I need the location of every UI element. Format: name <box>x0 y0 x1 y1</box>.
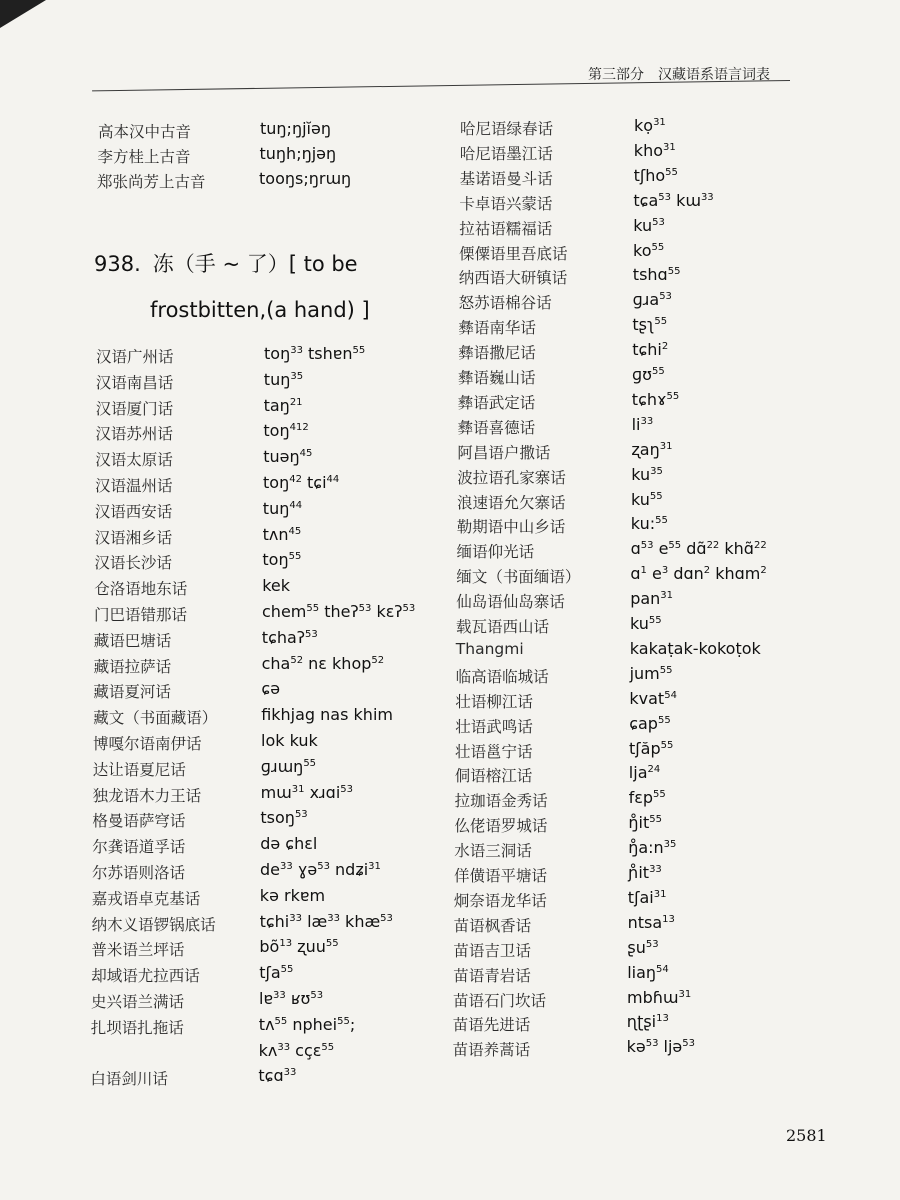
ipa-form: lja$^{24}$ <box>628 763 661 783</box>
language-name: 汉语西安话 <box>94 502 173 521</box>
ipa-form: jum$^{55}$ <box>629 663 673 683</box>
ipa-form: pan$^{31}$ <box>630 589 674 609</box>
ipa-form: $li^{33}$ <box>631 414 654 434</box>
language-name: 达让语夏尼话 <box>92 760 186 779</box>
ipa-form: tʃa$^{55}$ <box>259 963 294 983</box>
language-name: 尔龚语道孚话 <box>92 838 186 857</box>
ipa-form: ɡɹa$^{53}$ <box>632 290 672 310</box>
ipa-form: liaŋ$^{54}$ <box>627 962 669 982</box>
entry-heading-line2: frostbitten,(a hand) ] <box>150 298 370 322</box>
ipa-form: tuŋ;ŋjĭəŋ <box>260 119 331 138</box>
language-name: 彝语武定话 <box>457 393 536 412</box>
language-name: 苗语石门坎话 <box>453 991 547 1010</box>
language-name: 纳西语大研镇话 <box>458 269 568 288</box>
ipa-form: ɳʈʂi$^{13}$ <box>626 1012 669 1032</box>
ipa-form: taŋ$^{21}$ <box>263 395 303 415</box>
language-name: Thangmi <box>455 639 524 658</box>
ipa-form: tuŋh;ŋjəŋ <box>259 144 337 163</box>
ipa-form: kə$^{53}$ ljə$^{53}$ <box>626 1037 695 1057</box>
ipa-form: ɕə <box>261 679 281 699</box>
ipa-form: kọ$^{31}$ <box>634 116 666 135</box>
language-name: 仫佬语罗城话 <box>454 817 548 836</box>
language-name: 高本汉中古音 <box>98 123 192 141</box>
language-name: 藏文（书面藏语） <box>93 709 218 728</box>
language-name: 纳木义语锣锅底话 <box>91 915 216 934</box>
language-name: 汉语长沙话 <box>94 554 172 573</box>
ipa-form: kvat$^{54}$ <box>629 688 677 708</box>
language-name: 汉语苏州话 <box>95 425 173 444</box>
language-name: 史兴语兰满话 <box>91 993 185 1011</box>
language-name: 苗语枫香话 <box>453 916 532 935</box>
ipa-form: tooŋs;ŋrɯŋ <box>259 169 352 188</box>
ipa-form: ʂu$^{53}$ <box>627 937 659 957</box>
language-name: 缅语仰光话 <box>456 543 535 562</box>
language-name: 独龙语木力王话 <box>92 786 202 805</box>
ipa-form: ɑ$^1$ $e^3$ dɑn$^2$ khɑm$^2$ <box>630 564 767 584</box>
language-name: 汉语温州话 <box>95 477 173 495</box>
ipa-form: kho$^{31}$ <box>633 140 676 160</box>
ipa-form: cha$^{52}$ nɛ khop$^{52}$ <box>261 653 385 673</box>
language-name: 壮语邕宁话 <box>455 742 533 761</box>
page-corner-fold <box>0 0 46 28</box>
language-name: 白语剑川话 <box>90 1070 168 1089</box>
ipa-form: tɕɑ$^{33}$ <box>258 1066 297 1086</box>
language-name: 浪速语允欠寨话 <box>457 493 566 512</box>
ipa-form: mɯ$^{31}$ xɹɑi$^{53}$ <box>260 782 354 802</box>
language-name: 藏语拉萨话 <box>93 657 172 676</box>
language-name: 侗语榕江话 <box>454 767 533 786</box>
ipa-form: ntsa$^{13}$ <box>627 912 675 932</box>
ipa-form: tʃai$^{31}$ <box>627 887 667 907</box>
ipa-form: də ɕhɛl <box>260 834 318 854</box>
header-rule <box>92 80 790 91</box>
ipa-form: $bõ^{13}$ ʐuu$^{55}$ <box>259 937 339 957</box>
language-name: 壮语武鸣话 <box>455 717 533 736</box>
language-name: 怒苏语棉谷话 <box>458 294 552 313</box>
language-name: 卡卓语兴蒙话 <box>459 194 553 213</box>
ipa-form: chem$^{55}$ theʔ$^{53}$ kɛʔ$^{53}$ <box>262 602 416 621</box>
ipa-form: ɡɹɯŋ$^{55}$ <box>260 756 317 776</box>
ipa-form: fɛp$^{55}$ <box>628 788 666 808</box>
language-name: 汉语广州话 <box>96 348 174 366</box>
ipa-form: ɕap$^{55}$ <box>629 713 671 733</box>
ipa-form: lok kuk <box>261 731 318 750</box>
language-name: 壮语柳江话 <box>455 692 533 711</box>
ipa-form: tɕhi$^2$ <box>632 340 669 360</box>
language-name: 苗语吉卫话 <box>453 941 531 960</box>
ipa-form: tuŋ$^{35}$ <box>263 369 304 389</box>
language-name: 藏语夏河话 <box>93 683 171 702</box>
running-head-title: 汉藏语系语言词表 <box>658 67 770 83</box>
language-name: 郑张尚芳上古音 <box>97 173 206 191</box>
language-name: 勒期语中山乡话 <box>456 518 566 537</box>
language-name: 拉珈语金秀话 <box>454 792 548 811</box>
language-name: 普米语兰坪话 <box>91 941 185 960</box>
language-name: 嘉戎语卓克基话 <box>91 889 201 908</box>
ipa-form: kakaṭak-kokoṭok <box>629 638 761 658</box>
ipa-form: ɑ$^{53}$ $e^{55}$ dɑ̃$^{22}$ khɑ̃$^{22}$ <box>630 539 767 559</box>
language-name: 仓洛语地东话 <box>94 580 188 599</box>
ipa-form: tɕhaʔ$^{53}$ <box>261 627 318 647</box>
ipa-form: tshɑ$^{55}$ <box>632 265 681 285</box>
ipa-form: $ŋ̊a:n^{35}$ <box>628 838 677 858</box>
ipa-form: tʌ$^{55}$ nphei$^{55}$; <box>258 1014 356 1034</box>
ipa-form: kʌ$^{33}$ cçɛ$^{55}$ <box>258 1040 335 1060</box>
language-name: 阿昌语户撒话 <box>457 443 551 462</box>
language-name: 基诺语曼斗话 <box>459 169 553 188</box>
language-name: 汉语太原话 <box>95 451 173 470</box>
ipa-form: mbɦɯ$^{31}$ <box>627 987 692 1007</box>
ipa-form: $ko^{55}$ <box>633 240 665 260</box>
language-name: 却域语尤拉西话 <box>91 967 200 986</box>
language-name: 尔苏语则洛话 <box>92 864 186 882</box>
page-number: 2581 <box>786 1126 827 1145</box>
ipa-form: ku:$^{55}$ <box>630 514 668 534</box>
language-name: 藏语巴塘话 <box>93 631 172 650</box>
ipa-form: $ku^{53}$ <box>633 215 665 235</box>
ipa-form: $de^{33}$ ɣə$^{53}$ ndʑi$^{31}$ <box>260 860 381 879</box>
ipa-form: tuəŋ$^{45}$ <box>263 447 313 467</box>
language-name: 苗语先进话 <box>452 1016 531 1035</box>
entry-heading-line1 <box>94 248 358 278</box>
ipa-form: $ku^{55}$ <box>630 614 662 633</box>
ipa-form: kek <box>262 576 290 596</box>
language-name: 哈尼语墨江话 <box>459 144 553 163</box>
language-name: 苗语青岩话 <box>453 966 531 985</box>
language-name: 傈僳语里吾底话 <box>459 244 568 263</box>
running-head-part: 第三部分 <box>588 67 644 83</box>
language-name: 波拉语孔家寨话 <box>457 468 566 487</box>
ipa-form: tɕa$^{53}$ kɯ$^{33}$ <box>633 190 714 210</box>
language-name: 佯僙语平塘话 <box>454 867 548 885</box>
ipa-form: $ku^{35}$ <box>631 464 663 484</box>
ipa-form: tɕhɤ$^{55}$ <box>631 389 680 409</box>
ipa-form: toŋ$^{412}$ <box>263 421 309 441</box>
ipa-form: toŋ$^{55}$ <box>262 550 302 570</box>
language-name: 门巴语错那话 <box>94 606 188 624</box>
ipa-form: tɕhi$^{33}$ $læ^{33}$ khæ$^{53}$ <box>259 911 393 931</box>
language-name: 李方桂上古音 <box>97 148 191 166</box>
language-name: 哈尼语绿春话 <box>460 120 554 138</box>
language-name: 彝语南华话 <box>458 319 536 338</box>
ipa-form: tʂʅ$^{55}$ <box>632 315 668 335</box>
language-name: 苗语养蒿话 <box>452 1041 531 1060</box>
language-name: 汉语南昌话 <box>95 373 174 392</box>
language-name: 汉语厦门话 <box>95 399 174 418</box>
language-name: 拉祜语糯福话 <box>459 219 553 238</box>
language-name: 彝语撒尼话 <box>458 344 536 363</box>
language-name: 缅文（书面缅语） <box>456 568 581 587</box>
language-name: 水语三洞话 <box>454 842 532 861</box>
ipa-form: kə rkɐm <box>259 885 326 905</box>
entry-title-line1: 冻（手 ~ 了）[ to be <box>152 252 358 276</box>
language-name: 扎坝语扎拖话 <box>90 1018 184 1037</box>
ipa-form: ɡʊ$^{55}$ <box>632 365 665 384</box>
ipa-form: lɐ$^{33}$ ʁʊ$^{53}$ <box>259 989 324 1008</box>
language-name: 载瓦语西山话 <box>456 618 550 636</box>
ipa-form: $ɲ̊it^{33}$ <box>628 863 662 882</box>
ipa-form: tʃăp$^{55}$ <box>629 738 674 758</box>
ipa-form: $ku^{55}$ <box>631 489 663 509</box>
ipa-form: tuŋ$^{44}$ <box>262 498 303 518</box>
ipa-form: ʐaŋ$^{31}$ <box>631 439 673 459</box>
ipa-form: toŋ$^{42}$ tɕi$^{44}$ <box>263 473 340 492</box>
language-name: 彝语喜德话 <box>457 418 536 437</box>
ipa-form: tʃho$^{55}$ <box>633 165 678 185</box>
ipa-form: $ŋ̊it^{55}$ <box>628 813 662 833</box>
language-name: 临高语临城话 <box>455 667 549 686</box>
ipa-form: tʌn$^{45}$ <box>262 524 302 544</box>
language-name: 格曼语萨穹话 <box>92 812 186 831</box>
language-name: 仙岛语仙岛寨话 <box>456 593 565 612</box>
language-name: 炯奈语龙华话 <box>453 891 547 910</box>
language-name: 汉语湘乡话 <box>94 528 173 547</box>
ipa-form: toŋ$^{33}$ tshɐn$^{55}$ <box>264 344 366 363</box>
entry-number: 938. <box>94 252 141 276</box>
ipa-form: fikhjag nas khim <box>261 705 393 725</box>
language-name: 博嘎尔语南伊话 <box>93 735 202 753</box>
language-name: 彝语巍山话 <box>458 369 536 387</box>
ipa-form: tsoŋ$^{53}$ <box>260 808 308 828</box>
